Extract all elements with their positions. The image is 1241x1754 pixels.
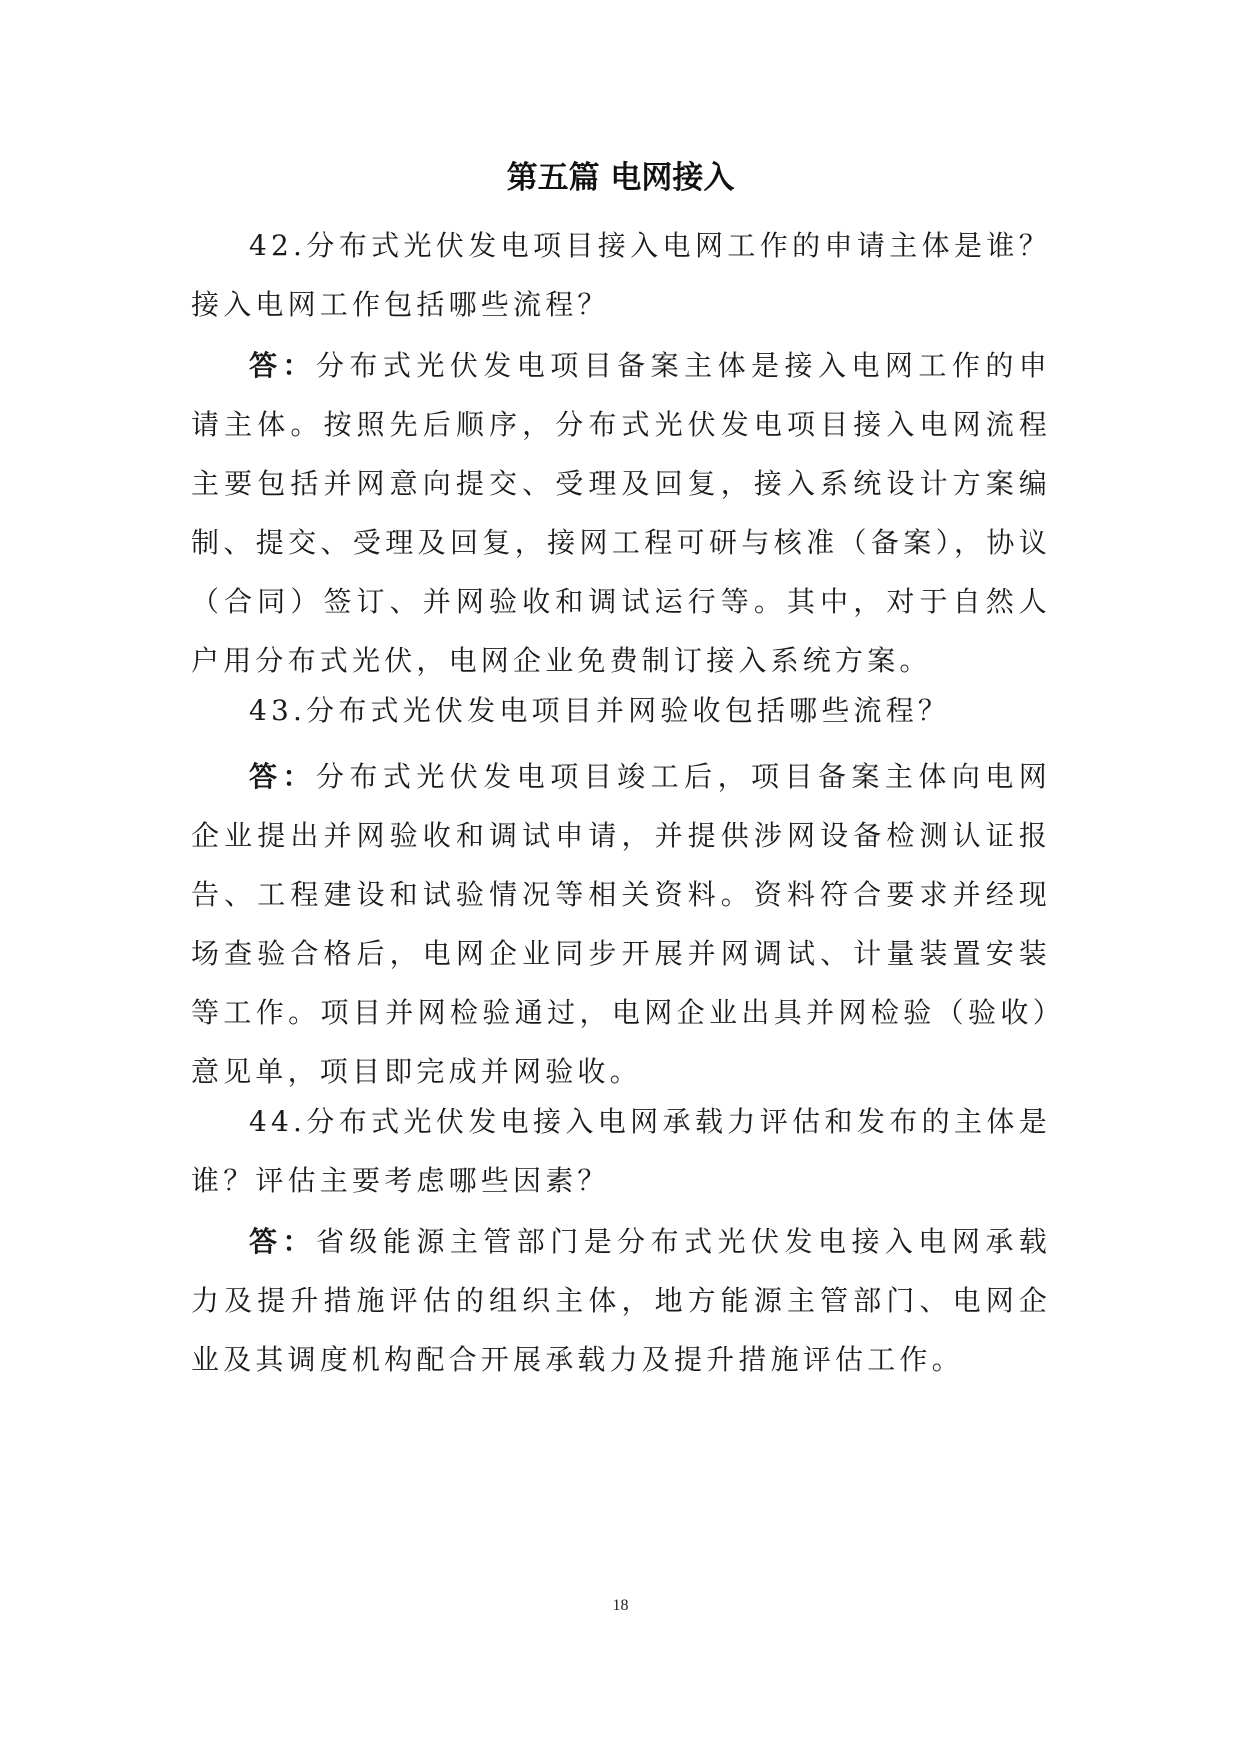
answer-43 [191,747,1051,1101]
question-42: 42.分布式光伏发电项目接入电网工作的申请主体是谁？接入电网工作包括哪些流程？ [191,229,1051,321]
answer-label: 答： [249,760,316,793]
answer-44 [191,1212,1051,1389]
question-44: 44.分布式光伏发电接入电网承载力评估和发布的主体是谁？评估主要考虑哪些因素？ [191,1105,1051,1197]
answer-label: 答： [249,349,316,382]
question-43: 43.分布式光伏发电项目并网验收包括哪些流程？ [249,694,951,727]
section-title: 第五篇 电网接入 [506,160,735,196]
answer-42 [191,336,1051,690]
answer-text: 分布式光伏发电项目备案主体是接入电网工作的申请主体。按照先后顺序，分布式光伏发电项目接入电网流程主要包括并网意向提交、受理及回复，接入系统设计方案编制、提交、受理及回复，接网工程可研与核准（备案），协议（合同）签订、并网验收和调试运行等。其中，对于自然人户用分布式光伏，电网企业免费制订接入系统方案。 [191,349,1052,677]
page-number: 18 [612,1597,629,1614]
answer-text: 分布式光伏发电项目竣工后，项目备案主体向电网企业提出并网验收和调试申请，并提供涉网设备检测认证报告、工程建设和试验情况等相关资料。资料符合要求并经现场查验合格后，电网企业同步开展并网调试、计量装置安装等工作。项目并网检验通过，电网企业出具并网检验（验收）意见单，项目即完成并网验收。 [191,760,1052,1088]
answer-text: 省级能源主管部门是分布式光伏发电接入电网承载力及提升措施评估的组织主体，地方能源主管部门、电网企业及其调度机构配合开展承载力及提升措施评估工作。 [191,1225,1052,1376]
answer-label: 答： [249,1225,316,1258]
